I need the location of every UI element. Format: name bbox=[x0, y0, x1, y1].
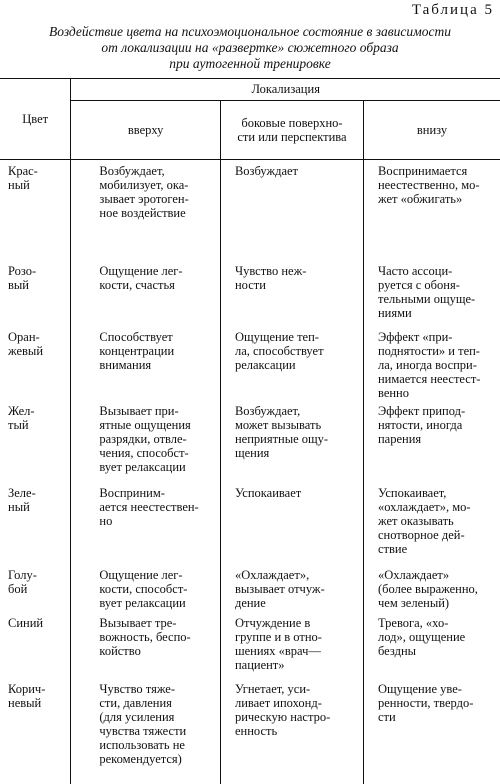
cell-side: Ощущение теп- ла, способствует релаксации bbox=[220, 326, 363, 400]
cell-side: Угнетает, уси- ливает ипохонд- рическую настро- енность bbox=[220, 678, 363, 784]
cell-up: Вызывает при- ятные ощущения разрядки, отвле- чения, способст- вует релаксации bbox=[71, 400, 221, 482]
cell-color: Голу- бой bbox=[8, 567, 37, 596]
cell-down: Эффект «при- поднятости» и теп- ла, иногда воспри- нимается неестест- венно bbox=[363, 326, 500, 400]
cell-down: Успокаивает, «охлаждает», мо- жет оказывать снотворное дей- ствие bbox=[363, 482, 500, 564]
cell-up: Ощущение лег- кости, счастья bbox=[71, 260, 221, 326]
cell-side: Успокаивает bbox=[220, 482, 363, 564]
table-row bbox=[0, 564, 500, 612]
table-row bbox=[0, 482, 500, 564]
cell-color: Жел- тый bbox=[8, 403, 35, 432]
header-down: внизу bbox=[363, 100, 500, 159]
table-caption bbox=[0, 24, 500, 72]
cell-down: «Охлаждает» (более выраженно, чем зеленый) bbox=[363, 564, 500, 612]
table-row bbox=[0, 678, 500, 784]
cell-side: «Охлаждает», вызывает отчуж- дение bbox=[220, 564, 363, 612]
cell-up: Ощущение лег- кости, способст- вует релаксации bbox=[71, 564, 221, 612]
cell-side: Возбуждает bbox=[220, 160, 363, 260]
cell-color: Розо- вый bbox=[8, 263, 37, 292]
cell-down: Тревога, «хо- лод», ощущение бездны bbox=[363, 612, 500, 678]
cell-side: Возбуждает, может вызывать неприятные ощу- щения bbox=[220, 400, 363, 482]
cell-up: Восприним- ается неестествен- но bbox=[71, 482, 221, 564]
cell-up: Чувство тяже- сти, давления (для усиления чувства тяжести использовать не рекомендуется) bbox=[71, 678, 221, 784]
caption-line: Воздействие цвета на психоэмоциональное состояние в зависимости bbox=[49, 24, 451, 39]
cell-down: Ощущение уве- ренности, твердо- сти bbox=[363, 678, 500, 784]
cell-color: Крас- ный bbox=[8, 164, 38, 192]
cell-down: Воспринимается неестественно, мо- жет «обжигать» bbox=[363, 160, 500, 260]
caption-line: при аутогенной тренировке bbox=[169, 56, 331, 71]
header-side: боковые поверхно- сти или перспектива bbox=[220, 100, 363, 159]
cell-color: Корич- невый bbox=[8, 681, 46, 710]
table-row bbox=[0, 260, 500, 326]
table-row bbox=[0, 400, 500, 482]
cell-side: Чувство неж- ности bbox=[220, 260, 363, 326]
table-row bbox=[0, 160, 500, 260]
cell-side: Отчуждение в группе и в отно- шениях «врач— пациент» bbox=[220, 612, 363, 678]
cell-up: Вызывает тре- вожность, беспо- койство bbox=[71, 612, 221, 678]
header-color: Цвет bbox=[0, 79, 71, 160]
table-number: Таблица 5 bbox=[411, 2, 494, 18]
cell-down: Эффект припод- нятости, иногда парения bbox=[363, 400, 500, 482]
header-localization: Локализация bbox=[71, 79, 500, 101]
cell-down: Часто ассоци- руется с обоня- тельными ощуще- ниями bbox=[363, 260, 500, 326]
caption-line: от локализации на «развертке» сюжетного образа bbox=[101, 40, 399, 55]
cell-color: Оран- жевый bbox=[8, 329, 44, 358]
color-effects-table bbox=[0, 78, 500, 784]
header-up: вверху bbox=[71, 100, 221, 159]
cell-color: Синий bbox=[8, 615, 44, 630]
cell-up: Способствует концентрации внимания bbox=[71, 326, 221, 400]
cell-color: Зеле- ный bbox=[8, 485, 36, 514]
table-row bbox=[0, 326, 500, 400]
cell-up: Возбуждает, мобилизует, ока- зывает эротоген- ное воздействие bbox=[71, 160, 221, 260]
table-row bbox=[0, 612, 500, 678]
